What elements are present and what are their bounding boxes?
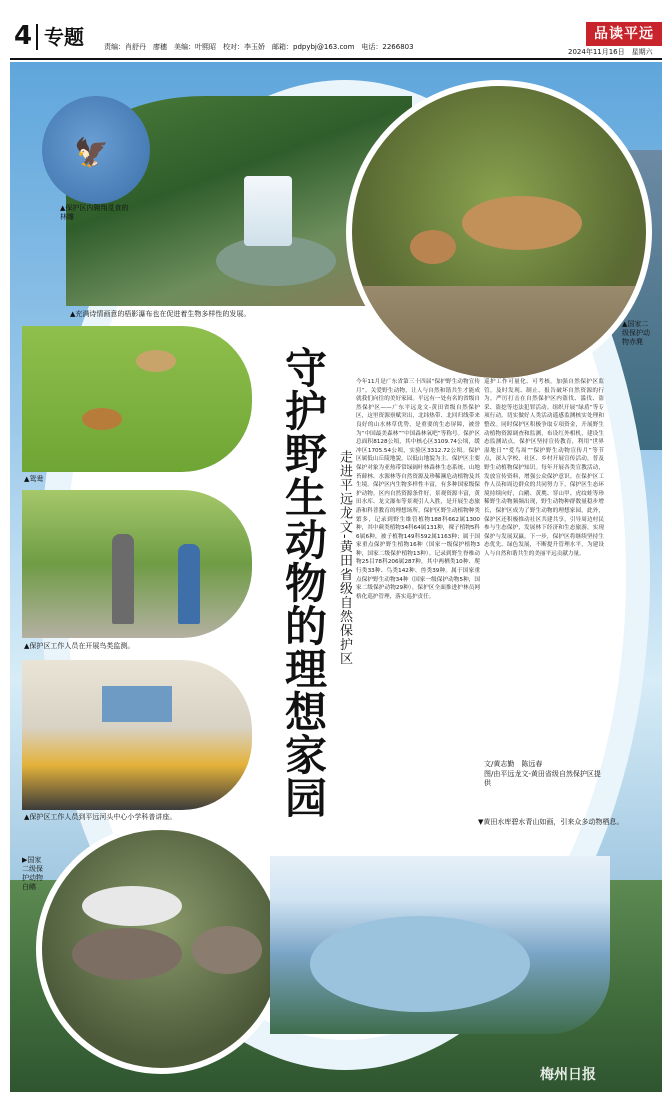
photo-credit: 图/由平远龙文-黄田省级自然保护区提供 — [484, 770, 601, 787]
leaf-litter — [352, 286, 646, 384]
caption-deer: ▲国家二级保护动物赤麂 — [622, 320, 650, 346]
reservoir-photo — [270, 856, 610, 1034]
article-column-2 — [484, 378, 604, 818]
reservoir-lake — [310, 916, 530, 1012]
caption-waterfall: ▲充满诗情画意的梧影瀑布也在促进着生物多样性的发展。 — [70, 310, 251, 318]
classroom-screen — [102, 686, 172, 722]
mandarin-duck-photo — [22, 326, 252, 472]
caption-eagle: ▲保护区内翱翔觅食的林雕 — [60, 204, 129, 221]
page-header — [0, 0, 672, 60]
eagle-icon: 🦅 — [74, 136, 109, 169]
masthead-logo: 品读平远 — [586, 22, 662, 46]
classroom-photo — [22, 660, 252, 810]
header-rule — [10, 58, 662, 60]
eagle-photo — [42, 96, 150, 204]
section-name: 专题 — [44, 25, 84, 49]
header-divider — [36, 24, 38, 50]
page-number: 4 — [14, 21, 33, 51]
caption-ducks: ▲鸳鸯 — [24, 475, 44, 483]
article-column-1: 今年11月是广东省第三十四届“保护野生动物宣传月”。关爱野生动物，让人与自然和谐共生才能成就我们向往的美好家园。平远有一处有名的省级自然保护区——广东平远龙文-黄田省级自然保护区，这里资源禀赋突出，北纬热带、北回归线带来良好的山水林草优势，是重要的生态屏障，被誉为“中国最美森林”“中国森林氧吧”等称号。保护区总面积8128公顷，其中核心区3109.74公顷，缓冲区1705.54公顷，实验区3312.72公顷。保护区属低山丘陵地貌，以低山地貌为主。保护区主要保护对象为亚热带常绿阔叶林森林生态系统、山地苔藓林、水源林等自然资源及珍稀濒危动植物及其生境。保护区内生物多样性丰富，有多种国家级保护动物。区内自然资源条件好，景观资源丰富，黄田水库、龙文瀑布等景观引人入胜，是开展生态旅游和科普教育的理想场所。保护区野生动植物种类繁多，记录到野生维管植物188科662属1300种，其中蕨类植物34科64属131种，裸子植物5科6属6种，被子植物149科592属1163种；属于国家重点保护野生植物16种（国家一级保护植物3种，国家二级保护植物13种）。记录到野生脊椎动物25目78科206属287种，其中两栖类10种、爬行类33种、鸟类142种、兽类39种。属于国家重点保护野生动物34种（国家一级保护动物5种，国家二级保护动物29种）。保护区全面推进护林员网格化巡护管理，落实巡护责任。 — [356, 379, 480, 600]
caption-classroom: ▲保护区工作人员到平远河头中心小学科普讲座。 — [24, 813, 177, 821]
watermark: 梅州日报 — [540, 1067, 596, 1083]
article-byline: 文/黄志勤 陈远春 — [484, 760, 543, 768]
bird-survey-photo — [22, 490, 252, 638]
waterfall-stream — [244, 176, 292, 246]
caption-reservoir: ▼黄田水库碧水青山如画，引来众多动物栖息。 — [478, 818, 624, 826]
pheasant-1 — [72, 928, 182, 980]
deer-photo — [346, 80, 652, 384]
pheasant-3 — [82, 886, 182, 926]
deer-body — [462, 196, 582, 250]
duck-1 — [136, 350, 176, 372]
deer-head — [410, 230, 456, 264]
article-title: 守护野生动物的理想家园 — [279, 346, 328, 819]
duck-2 — [82, 408, 122, 430]
article-subtitle: 走进平远龙文-黄田省级自然保护区 — [337, 450, 352, 666]
caption-pheasant: ▶国家二级保护动物白鹇 — [22, 856, 43, 891]
pheasant-2 — [192, 926, 262, 974]
article-column-2-text: 巡护工作可量化、可考核。加强自然保护区监管，及时发现、制止、报告破坏自然资源的行为。严厉打击在自然保护区内盗伐、滥伐、盗采、盗挖等违法犯罪活动。组织开展“绿盾”等专项行动，切实做好人类活动遥感监测核实处理和整改。同时保护区积极争取专项资金，开展野生动植物资源调查和监测，布设红外相机，建设生态监测站点。保护区坚持宣传教育，利用“世界湿地日”“爱鸟周”“保护野生动物宣传月”等节点，深入学校、社区、乡村开展宣传活动，普及野生动植物保护知识。每年开展各类宣教活动，发放宣传资料，增强公众保护意识。在保护区工作人员和周边群众的共同努力下，保护区生态环境持续向好，白鹇、黄麂、穿山甲、虎纹蛙等珍稀野生动物频频出现，野生动物种群数量稳步增长，保护区成为了野生动物的理想家园。此外，保护区还积极推动社区共建共享，引导周边村民参与生态保护，发展林下经济和生态旅游，实现保护与发展双赢。下一步，保护区将继续坚持生态优先、绿色发展，不断提升管理水平，为建设人与自然和谐共生的美丽平远贡献力量。 — [484, 379, 604, 557]
issue-date: 2024年11月16日 星期六 — [568, 48, 653, 56]
caption-survey: ▲保护区工作人员在开展鸟类监测。 — [24, 642, 135, 650]
silver-pheasant-photo — [36, 824, 286, 1074]
editorial-credits: 责编：肖舒丹 廖穗 美编：叶熙昭 校对：李玉娇 邮箱：pdpybj@163.com 电话：2266803 — [104, 43, 414, 51]
surveyor-2 — [178, 544, 200, 624]
surveyor-1 — [112, 534, 134, 624]
